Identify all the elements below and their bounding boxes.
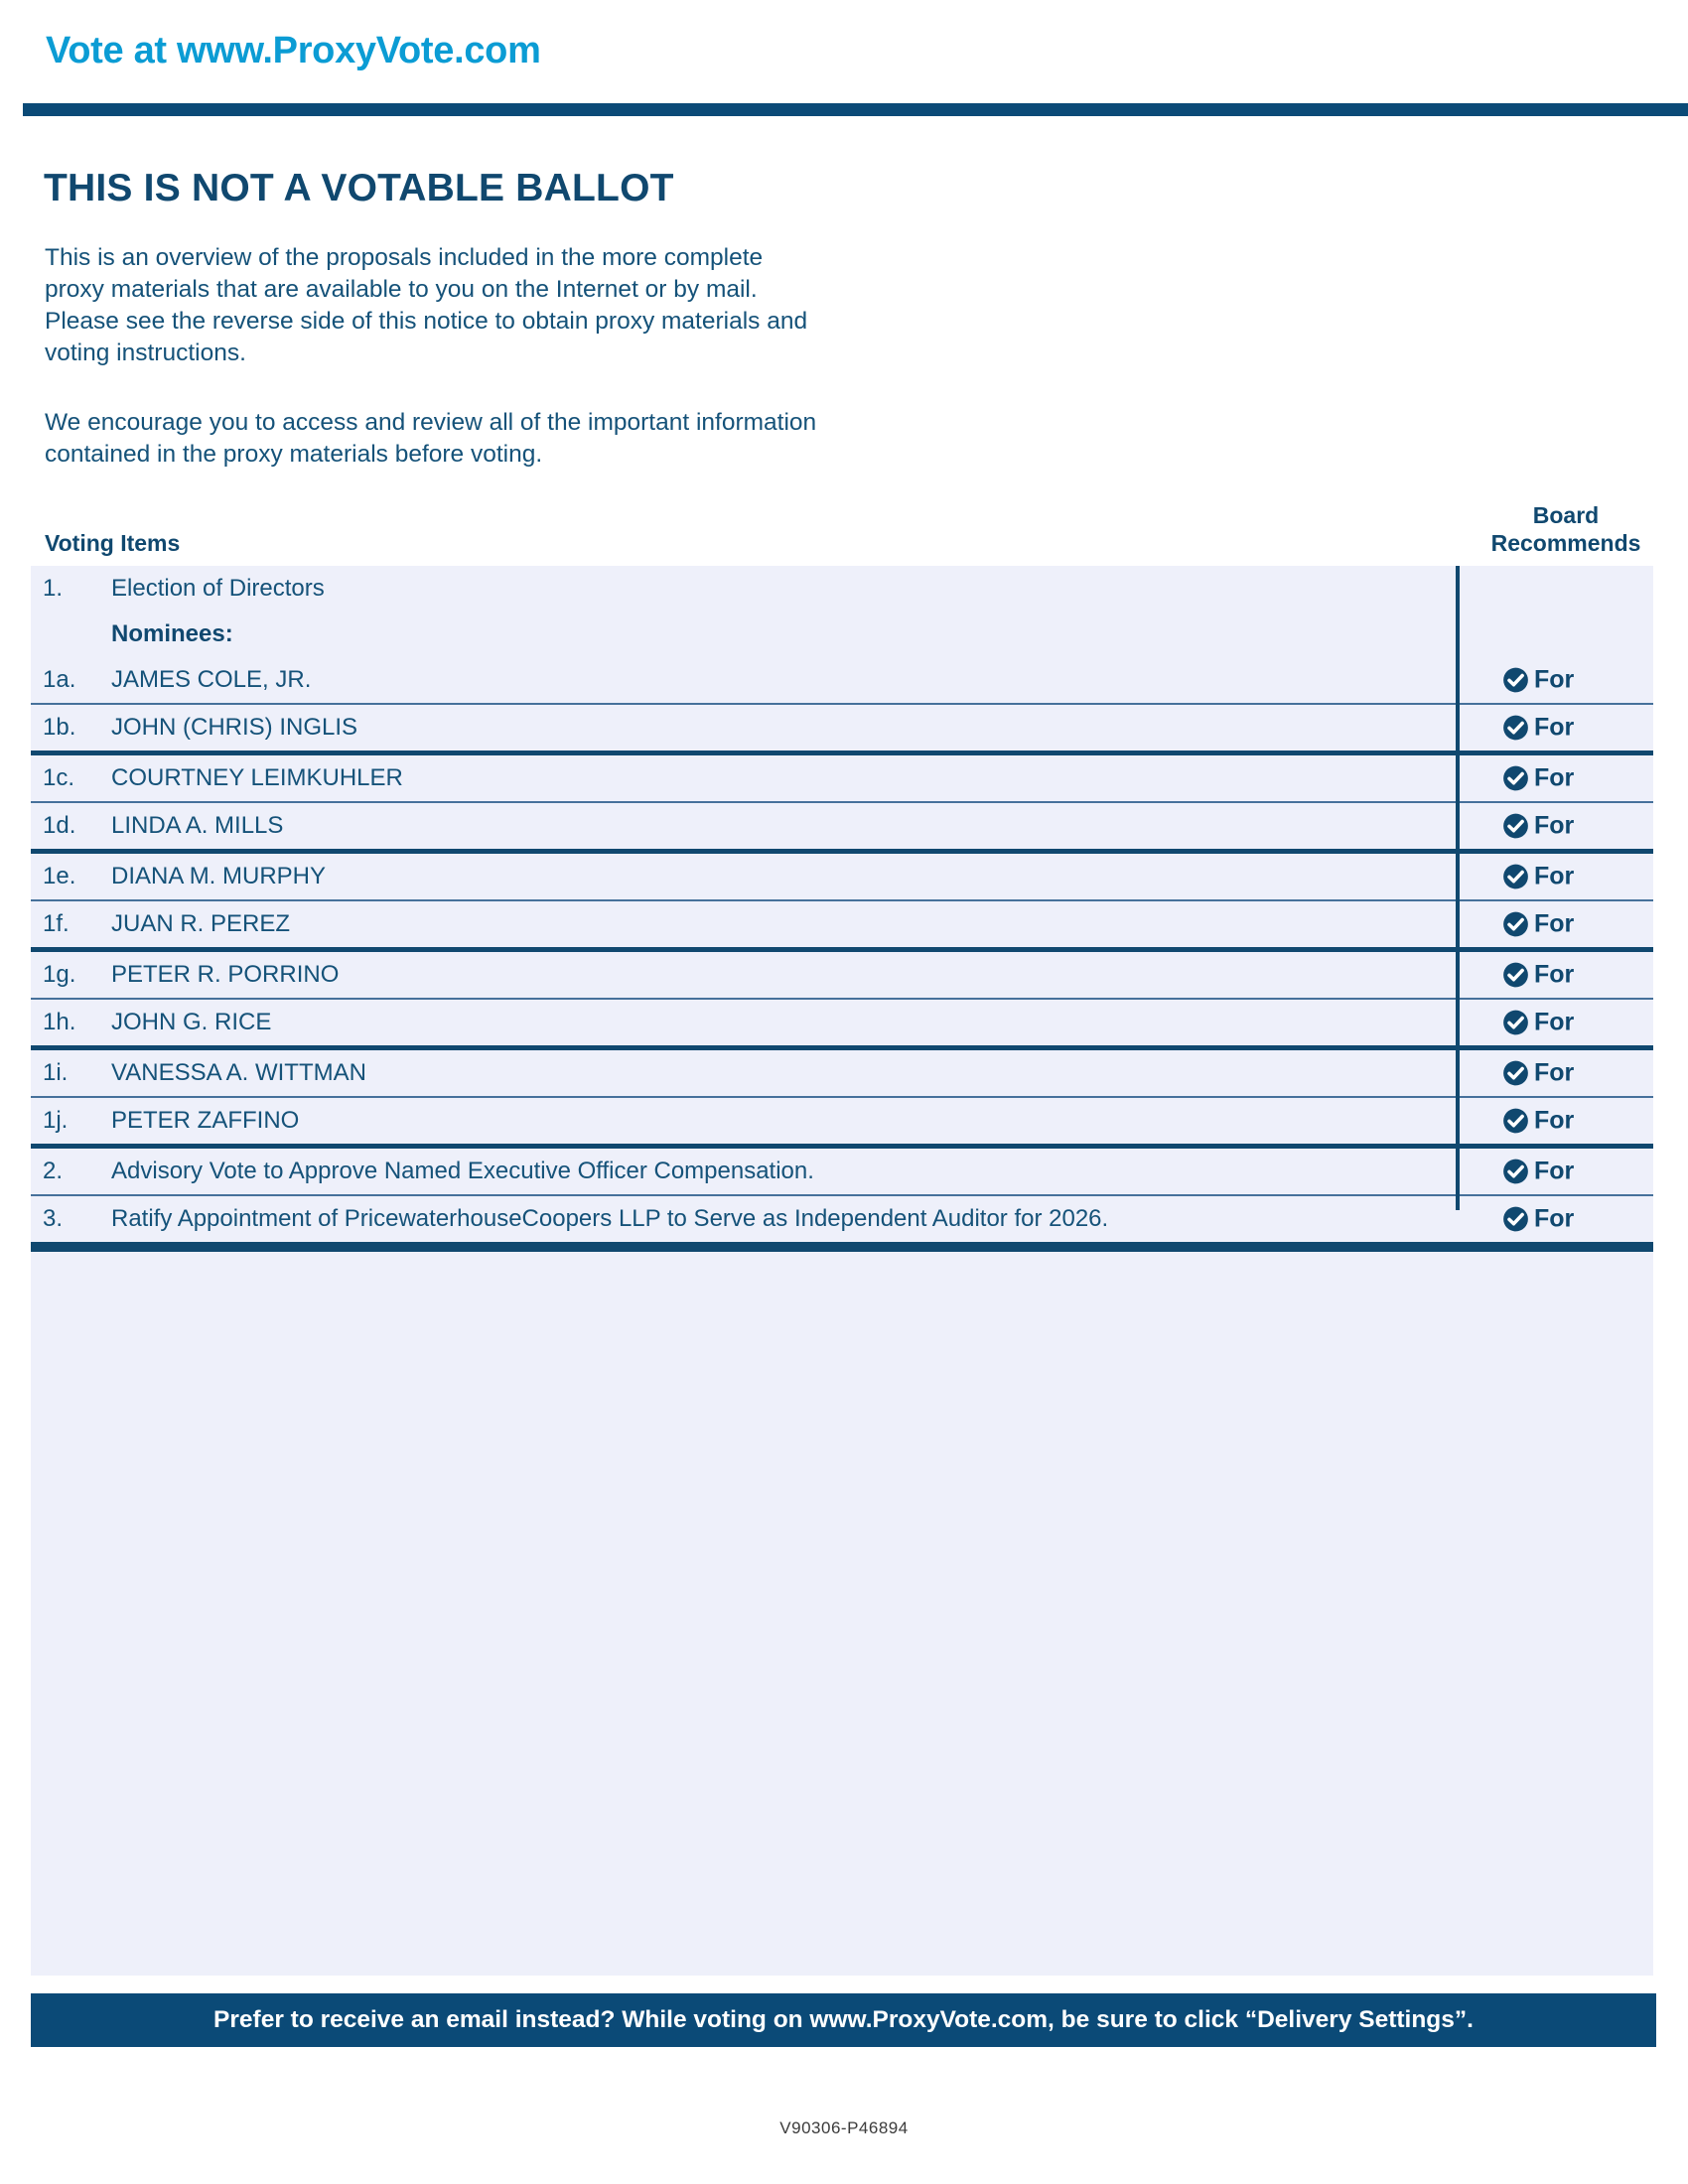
item-label: LINDA A. MILLS <box>111 812 284 839</box>
board-recommendation <box>1502 864 1574 890</box>
item-number: 3. <box>43 1205 64 1232</box>
recommendation-label: For <box>1534 1204 1575 1233</box>
item-number: 2. <box>43 1158 64 1184</box>
intro-paragraph-2: We encourage you to access and review all of the important information contained in the proxy materials before voting. <box>45 409 817 468</box>
check-circle-icon <box>1502 1206 1529 1233</box>
table-row <box>31 705 1653 751</box>
check-circle-icon <box>1502 813 1529 840</box>
page-title: THIS IS NOT A VOTABLE BALLOT <box>44 167 674 209</box>
item-label: JOHN G. RICE <box>111 1009 272 1035</box>
table-row <box>31 1050 1653 1096</box>
table-row <box>31 803 1653 849</box>
item-label: JUAN R. PEREZ <box>111 910 291 937</box>
recommendation-label: For <box>1534 811 1575 840</box>
item-number: 1c. <box>43 764 75 791</box>
check-circle-icon <box>1502 1060 1529 1087</box>
item-number: 1. <box>43 575 64 602</box>
footer-banner <box>31 1993 1656 2047</box>
item-label: Nominees: <box>111 620 233 647</box>
item-label: VANESSA A. WITTMAN <box>111 1059 366 1086</box>
recommendation-label: For <box>1534 1106 1575 1135</box>
item-label: PETER ZAFFINO <box>111 1107 300 1134</box>
table-row <box>31 854 1653 899</box>
recommendation-label: For <box>1534 1157 1575 1185</box>
table-row <box>31 755 1653 801</box>
footer-message: Prefer to receive an email instead? While voting on www.ProxyVote.com, be sure to click “Delivery Settings”. <box>213 2006 1474 2033</box>
check-circle-icon <box>1502 911 1529 938</box>
board-recommendation <box>1502 1010 1574 1036</box>
check-circle-icon <box>1502 765 1529 792</box>
board-recommendation <box>1502 1060 1574 1087</box>
table-row <box>31 657 1653 703</box>
check-circle-icon <box>1502 1010 1529 1036</box>
board-recommendation <box>1502 1108 1574 1135</box>
item-number: 1i. <box>43 1059 69 1086</box>
item-number: 1g. <box>43 961 76 988</box>
item-label: JAMES COLE, JR. <box>111 666 312 693</box>
board-recommendation <box>1502 715 1574 742</box>
table-row <box>31 1149 1653 1194</box>
item-label: DIANA M. MURPHY <box>111 863 327 889</box>
item-label: JOHN (CHRIS) INGLIS <box>111 714 358 741</box>
board-recommendation <box>1502 911 1574 938</box>
table-row <box>31 952 1653 998</box>
item-number: 1e. <box>43 863 76 889</box>
item-number: 1f. <box>43 910 70 937</box>
document-control-code: V90306-P46894 <box>779 2118 909 2137</box>
board-recommendation <box>1502 765 1574 792</box>
recommendation-label: For <box>1534 862 1575 890</box>
voting-items-column-header: Voting Items <box>45 530 181 556</box>
board-recommendation <box>1502 962 1574 989</box>
check-circle-icon <box>1502 715 1529 742</box>
check-circle-icon <box>1502 667 1529 694</box>
board-recommends-line-1: Board <box>1532 502 1600 528</box>
table-row <box>31 1196 1653 1242</box>
table-bottom-rule <box>31 1247 1653 1252</box>
recommendation-label: For <box>1534 763 1575 792</box>
recommendation-label: For <box>1534 960 1575 989</box>
board-recommendation <box>1502 1159 1574 1185</box>
table-row <box>31 566 1653 612</box>
board-recommends-column-header <box>1462 501 1670 557</box>
item-number: 1h. <box>43 1009 76 1035</box>
item-number: 1d. <box>43 812 76 839</box>
intro-paragraph-1: This is an overview of the proposals included in the more complete proxy materials that are available to you on the Internet or by mail. Please see the reverse side of this notice to obtain proxy materials and voting instructions. <box>45 244 808 366</box>
item-number: 1j. <box>43 1107 69 1134</box>
item-number: 1a. <box>43 666 76 693</box>
check-circle-icon <box>1502 1159 1529 1185</box>
board-recommendation <box>1502 667 1574 694</box>
recommendation-label: For <box>1534 909 1575 938</box>
recommendation-label: For <box>1534 1058 1575 1087</box>
table-row <box>31 612 1653 657</box>
header-rule <box>23 103 1688 116</box>
recommendation-label: For <box>1534 713 1575 742</box>
voting-items-table <box>31 566 1653 1252</box>
board-recommendation <box>1502 1206 1574 1233</box>
item-label: COURTNEY LEIMKUHLER <box>111 764 403 791</box>
table-row <box>31 1098 1653 1144</box>
table-row <box>31 901 1653 947</box>
check-circle-icon <box>1502 864 1529 890</box>
proxyvote-masthead: Vote at www.ProxyVote.com <box>46 30 541 71</box>
item-label: PETER R. PORRINO <box>111 961 340 988</box>
check-circle-icon <box>1502 962 1529 989</box>
recommends-column-divider <box>1456 566 1460 1210</box>
item-number: 1b. <box>43 714 76 741</box>
item-label: Election of Directors <box>111 575 325 602</box>
recommendation-label: For <box>1534 1008 1575 1036</box>
board-recommends-line-2: Recommends <box>1490 530 1641 556</box>
item-label: Ratify Appointment of PricewaterhouseCoopers LLP to Serve as Independent Auditor for 2026. <box>111 1205 1109 1232</box>
table-row <box>31 1000 1653 1045</box>
item-label: Advisory Vote to Approve Named Executive Officer Compensation. <box>111 1158 814 1184</box>
recommendation-label: For <box>1534 665 1575 694</box>
board-recommendation <box>1502 813 1574 840</box>
check-circle-icon <box>1502 1108 1529 1135</box>
